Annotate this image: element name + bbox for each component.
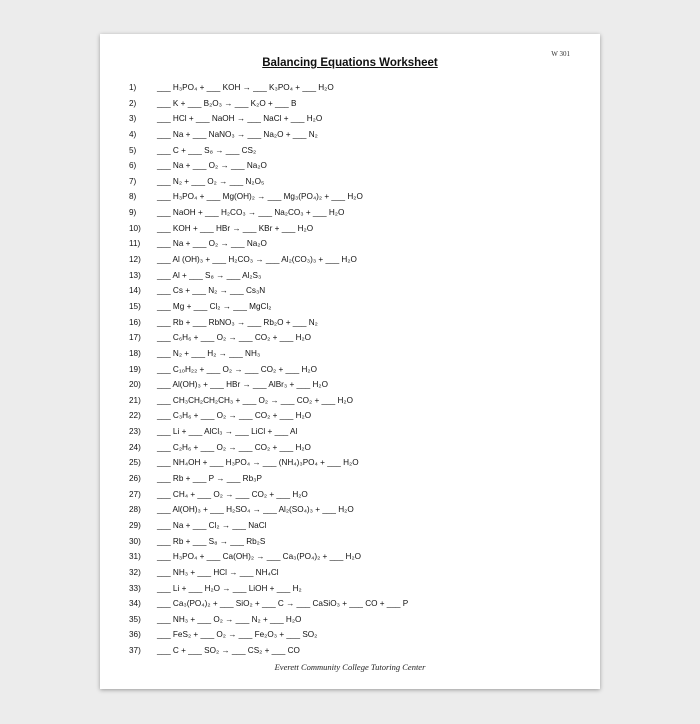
equation-row [129, 299, 408, 315]
equation-number: 9) [129, 208, 137, 218]
equation-text: ___ Na + ___ O₂ → ___ Na₂O [157, 161, 267, 171]
equation-row [129, 643, 408, 659]
equation-row [129, 471, 408, 487]
equation-number: 19) [129, 364, 141, 374]
footer-text: Everett Community College Tutoring Center [274, 662, 426, 672]
equation-row [129, 518, 408, 534]
equation-text: ___ Al(OH)₃ + ___ H₂SO₄ → ___ Al₂(SO₄)₃ + ___ H₂O [157, 505, 354, 515]
equation-row [129, 627, 408, 643]
equation-text: ___ Rb + ___ RbNO₃ → ___ Rb₂O + ___ N₂ [157, 317, 318, 327]
equation-row [129, 315, 408, 331]
equation-number: 17) [129, 333, 141, 343]
document-code: W 301 [551, 50, 570, 58]
equation-row [129, 283, 408, 299]
equation-list [129, 80, 408, 659]
equation-number: 35) [129, 614, 141, 624]
equation-row [129, 236, 408, 252]
equation-text: ___ CH₃CH₂CH₂CH₃ + ___ O₂ → ___ CO₂ + ___ H₂O [157, 395, 353, 405]
equation-row [129, 393, 408, 409]
equation-row [129, 158, 408, 174]
equation-number: 13) [129, 270, 141, 280]
equation-number: 23) [129, 427, 141, 437]
equation-text: ___ Rb + ___ S₈ → ___ Rb₂S [157, 536, 266, 546]
equation-text: ___ H₃PO₄ + ___ Ca(OH)₂ → ___ Ca₃(PO₄)₂ + ___ H₂O [157, 552, 361, 562]
equation-text: ___ H₃PO₄ + ___ Mg(OH)₂ → ___ Mg₃(PO₄)₂ + ___ H₂O [157, 192, 363, 202]
equation-number: 33) [129, 583, 141, 593]
equation-number: 26) [129, 474, 141, 484]
equation-row [129, 487, 408, 503]
equation-text: ___ Li + ___ AlCl₃ → ___ LiCl + ___ Al [157, 427, 298, 437]
equation-text: ___ NH₃ + ___ HCl → ___ NH₄Cl [157, 567, 279, 577]
equation-number: 34) [129, 599, 141, 609]
equation-text: ___ NaOH + ___ H₂CO₃ → ___ Na₂CO₃ + ___ H₂O [157, 208, 345, 218]
equation-text: ___ K + ___ B₂O₃ → ___ K₂O + ___ B [157, 98, 297, 108]
equation-text: ___ Mg + ___ Cl₂ → ___ MgCl₂ [157, 301, 272, 311]
equation-row [129, 581, 408, 597]
equation-text: ___ Na + ___ NaNO₃ → ___ Na₂O + ___ N₂ [157, 129, 318, 139]
equation-text: ___ C₆H₆ + ___ O₂ → ___ CO₂ + ___ H₂O [157, 333, 312, 343]
equation-row [129, 205, 408, 221]
equation-text: ___ KOH + ___ HBr → ___ KBr + ___ H₂O [157, 223, 314, 233]
equation-text: ___ Na + ___ O₂ → ___ Na₂O [157, 239, 267, 249]
equation-text: ___ HCl + ___ NaOH → ___ NaCl + ___ H₂O [157, 114, 323, 124]
equation-text: ___ Al + ___ S₈ → ___ Al₂S₃ [157, 270, 262, 280]
equation-number: 14) [129, 286, 141, 296]
equation-number: 3) [129, 114, 137, 124]
equation-number: 27) [129, 489, 141, 499]
equation-number: 16) [129, 317, 141, 327]
equation-row [129, 596, 408, 612]
equation-text: ___ C₂H₆ + ___ O₂ → ___ CO₂ + ___ H₂O [157, 442, 311, 452]
equation-text: ___ Al(OH)₃ + ___ HBr → ___ AlBr₃ + ___ H₂O [157, 380, 328, 390]
equation-row [129, 565, 408, 581]
equation-number: 1) [129, 83, 137, 92]
equation-number: 24) [129, 442, 141, 452]
equation-number: 21) [129, 395, 141, 405]
equation-number: 25) [129, 458, 141, 468]
equation-number: 15) [129, 301, 141, 311]
equation-text: ___ N₂ + ___ H₂ → ___ NH₃ [157, 348, 261, 358]
equation-row [129, 268, 408, 284]
equation-number: 22) [129, 411, 141, 421]
equation-row [129, 221, 408, 237]
equation-row [129, 549, 408, 565]
equation-row [129, 111, 408, 127]
equation-text: ___ Rb + ___ P → ___ Rb₃P [157, 474, 262, 484]
equation-text: ___ CH₄ + ___ O₂ → ___ CO₂ + ___ H₂O [157, 489, 308, 499]
page-title: Balancing Equations Worksheet [262, 57, 438, 69]
equation-number: 29) [129, 520, 141, 530]
equation-row [129, 424, 408, 440]
equation-text: ___ Na + ___ Cl₂ → ___ NaCl [157, 520, 267, 530]
equation-number: 20) [129, 380, 141, 390]
equation-row [129, 534, 408, 550]
equation-number: 36) [129, 630, 141, 640]
equation-text: ___ C + ___ S₈ → ___ CS₂ [157, 145, 257, 155]
equation-number: 10) [129, 223, 141, 233]
equation-row [129, 455, 408, 471]
equation-text: ___ Ca₃(PO₄)₂ + ___ SiO₂ + ___ C → ___ CaSiO₃ + ___ CO + ___ P [157, 599, 409, 609]
equation-text: ___ C₁₀H₂₂ + ___ O₂ → ___ CO₂ + ___ H₂O [157, 364, 317, 374]
equation-row [129, 346, 408, 362]
equation-row [129, 408, 408, 424]
equation-row [129, 143, 408, 159]
equation-row [129, 80, 408, 96]
equation-text: ___ H₃PO₄ + ___ KOH → ___ K₃PO₄ + ___ H₂O [157, 83, 334, 92]
equation-number: 7) [129, 176, 137, 186]
equation-text: ___ C₃H₆ + ___ O₂ → ___ CO₂ + ___ H₂O [157, 411, 312, 421]
equation-row [129, 377, 408, 393]
equation-row [129, 330, 408, 346]
equation-row [129, 362, 408, 378]
equation-number: 5) [129, 145, 137, 155]
equation-number: 31) [129, 552, 141, 562]
equation-number: 11) [129, 239, 141, 249]
equation-text: ___ FeS₂ + ___ O₂ → ___ Fe₂O₃ + ___ SO₂ [157, 630, 318, 640]
equation-number: 18) [129, 348, 141, 358]
equation-text: ___ N₂ + ___ O₂ → ___ N₂O₅ [157, 176, 265, 186]
equation-number: 8) [129, 192, 137, 202]
equation-text: ___ Cs + ___ N₂ → ___ Cs₃N [157, 286, 266, 296]
equation-text: ___ NH₃ + ___ O₂ → ___ N₂ + ___ H₂O [157, 614, 302, 624]
equation-number: 4) [129, 129, 137, 139]
equation-row [129, 252, 408, 268]
equation-number: 2) [129, 98, 137, 108]
equation-text: ___ C + ___ SO₂ → ___ CS₂ + ___ CO [157, 646, 300, 656]
equation-row [129, 440, 408, 456]
equation-text: ___ Al (OH)₃ + ___ H₂CO₃ → ___ Al₂(CO₃)₃ + ___ H₂O [157, 255, 357, 265]
equation-number: 28) [129, 505, 141, 515]
equation-row [129, 96, 408, 112]
equation-row [129, 189, 408, 205]
equation-row [129, 502, 408, 518]
equation-row [129, 612, 408, 628]
equation-number: 6) [129, 161, 137, 171]
equation-row [129, 127, 408, 143]
equation-text: ___ Li + ___ H₂O → ___ LiOH + ___ H₂ [157, 583, 302, 593]
equation-number: 37) [129, 646, 141, 656]
equation-number: 30) [129, 536, 141, 546]
equation-text: ___ NH₄OH + ___ H₃PO₄ → ___ (NH₄)₃PO₄ + ___ H₂O [157, 458, 359, 468]
equation-number: 32) [129, 567, 141, 577]
equation-number: 12) [129, 255, 141, 265]
equation-row [129, 174, 408, 190]
worksheet-page [100, 34, 600, 689]
